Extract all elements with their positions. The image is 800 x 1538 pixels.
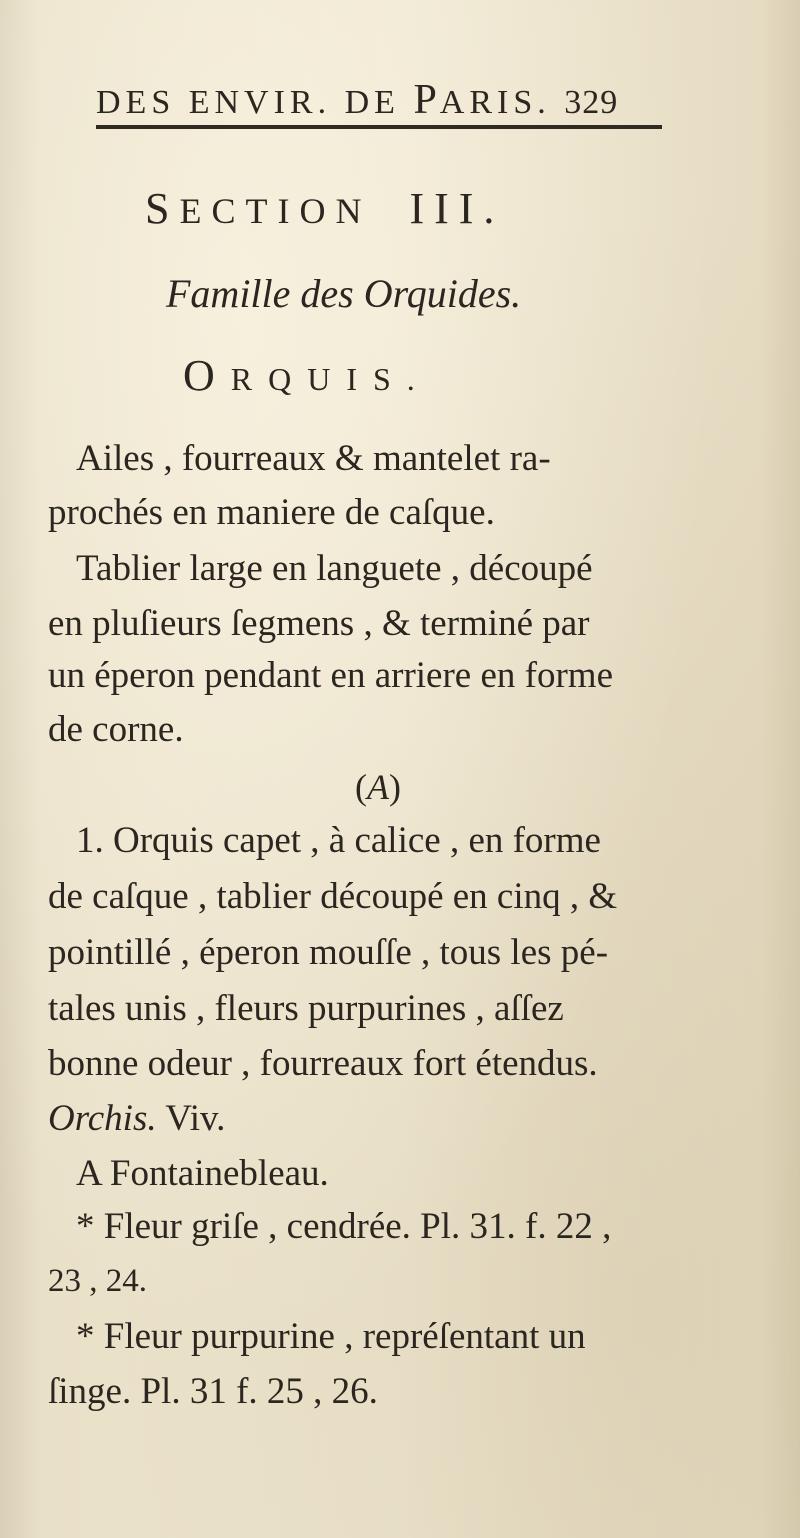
subsection-close: ) [389, 767, 401, 807]
section-title [145, 183, 504, 234]
description-line: un éperon pendant en arriere en forme [48, 655, 613, 696]
section-title-initial: S [145, 184, 180, 233]
entry-line: bonne odeur , fourreaux fort étendus. [48, 1043, 598, 1084]
latin-name: Orchis. [48, 1098, 157, 1139]
entry-line: pointillé , éperon mouſſe , tous les pé- [48, 932, 609, 973]
subsection-marker [355, 766, 401, 808]
entry-line: tales unis , fleurs purpurines , aſſez [48, 988, 564, 1029]
section-numeral: III. [409, 184, 505, 233]
description-line: Ailes , fourreaux & mantelet ra- [76, 438, 551, 479]
note-line: 23 , 24. [48, 1263, 147, 1299]
latin-name-line [48, 1100, 225, 1137]
location-line: A Fontainebleau. [76, 1153, 329, 1194]
subsection-letter: A [367, 767, 389, 807]
genus-rest: RQUIS. [230, 361, 431, 397]
running-head-rest: ARIS. [439, 84, 551, 121]
header-rule [96, 125, 662, 129]
note-line: ſinge. Pl. 31 f. 25 , 26. [48, 1371, 378, 1412]
page-number: 329 [564, 84, 619, 121]
note-line: * Fleur purpurine , repréſentant un [76, 1316, 586, 1357]
description-line: en pluſieurs ſegmens , & terminé par [48, 603, 590, 644]
family-title: Famille des Orquides. [166, 271, 522, 316]
entry-line: 1. Orquis capet , à calice , en forme [76, 820, 601, 861]
entry-line: de caſque , tablier découpé en cinq , & [48, 876, 618, 917]
genus-title [183, 350, 431, 401]
note-line: * Fleur griſe , cendrée. Pl. 31. f. 22 , [76, 1206, 612, 1247]
description-line: Tablier large en languete , découpé [76, 548, 593, 589]
section-title-rest: ECTION [179, 191, 372, 231]
running-head [96, 76, 676, 124]
subsection-open: ( [355, 767, 367, 807]
running-head-initial: P [413, 77, 440, 123]
genus-initial: O [183, 351, 231, 400]
running-head-text: DES ENVIR. DE [96, 84, 414, 121]
latin-abbrev: Viv. [156, 1098, 226, 1139]
description-line: prochés en maniere de caſque. [48, 492, 495, 533]
description-line: de corne. [48, 709, 184, 750]
